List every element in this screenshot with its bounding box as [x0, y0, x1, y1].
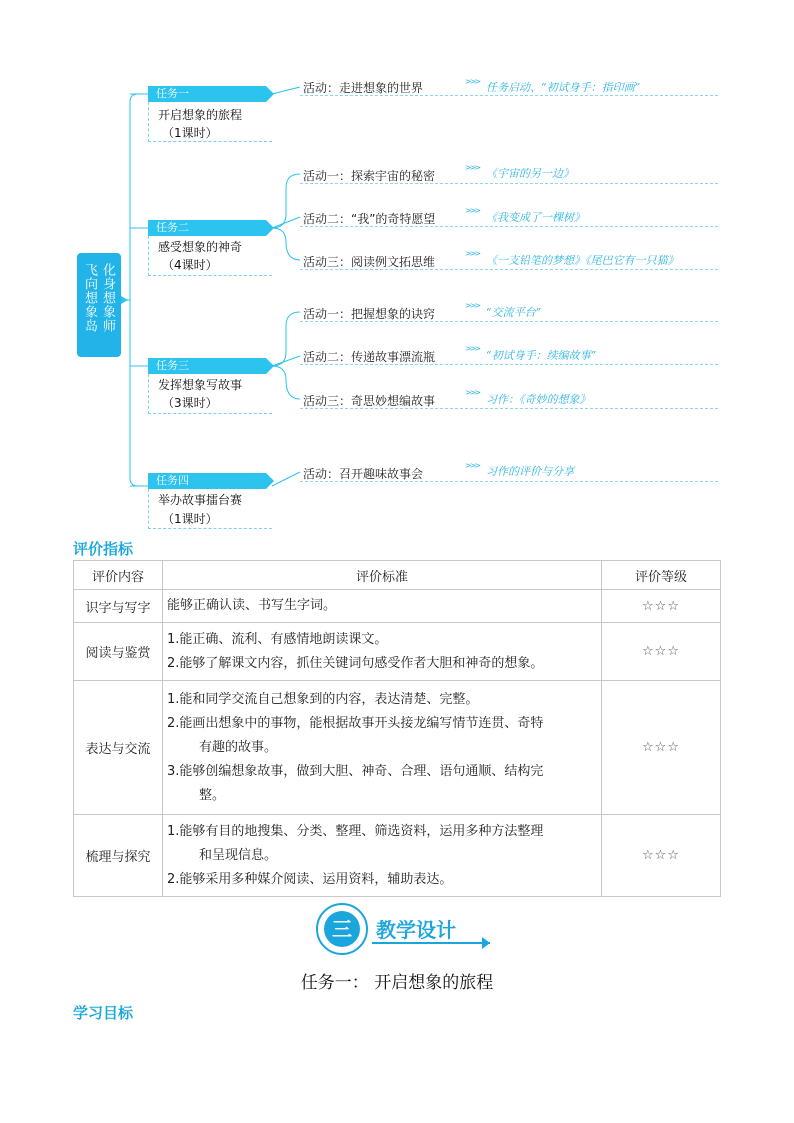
dash-line [300, 408, 718, 409]
table-row [74, 681, 721, 815]
banner-underline [372, 942, 490, 944]
result-2-3: 《一支铅笔的梦想》《尾巴它有一只猫》 [486, 254, 679, 267]
row-content: 识字与写字 [74, 590, 163, 623]
chevron-icon: >>> [465, 163, 480, 172]
row-criteria [163, 590, 602, 623]
result-2-1: 《宇宙的另一边》 [486, 167, 574, 180]
activity-3-2: 活动二：传递故事漂流瓶 [303, 350, 436, 364]
task-tag-1: 任务一 [148, 86, 266, 102]
task-hours-3: （3课时） [162, 396, 218, 410]
root-text-right: 化身想象师 [100, 263, 115, 333]
criteria-line: 有趣的故事。 [199, 739, 278, 755]
chevron-icon: >>> [465, 461, 480, 470]
task-title-2: 感受想象的神奇 [158, 240, 243, 254]
chevron-icon: >>> [465, 77, 480, 86]
activity-1-1: 活动：走进想象的世界 [303, 81, 424, 95]
table-row [74, 590, 721, 623]
result-3-3: 习作：《奇妙的想象》 [486, 393, 591, 406]
activity-4-1: 活动：召开趣味故事会 [303, 467, 424, 481]
dash-line [300, 183, 718, 184]
task-hours-1: （1课时） [162, 126, 218, 140]
subtask-title: 任务一： 开启想象的旅程 [300, 973, 494, 993]
chevron-icon: >>> [465, 388, 480, 397]
task-title-3: 发挥想象写故事 [158, 378, 243, 392]
criteria-line: 2.能够了解课文内容，抓住关键词句感受作者大胆和神奇的想象。 [167, 655, 544, 671]
dash-line [300, 226, 718, 227]
section-number: 三 [324, 911, 360, 947]
task-hours-4: （1课时） [162, 512, 218, 526]
mind-map [0, 0, 794, 540]
row-grade: ☆☆☆ [602, 681, 721, 815]
section-banner [312, 900, 492, 960]
learning-goals-heading: 学习目标 [73, 1004, 134, 1022]
evaluation-heading: 评价指标 [73, 540, 134, 558]
arrow-right-icon [482, 937, 490, 949]
dash-line [300, 364, 718, 365]
section-number-badge [316, 903, 368, 955]
criteria-line: 能够正确认读、书写生字词。 [167, 598, 337, 613]
dash-line [300, 269, 718, 270]
table-header-row [74, 561, 721, 590]
row-grade: ☆☆☆ [602, 590, 721, 623]
header-grade: 评价等级 [602, 561, 721, 590]
result-1-1: 任务启动、“初试身手：指印画” [486, 81, 641, 94]
activity-2-1: 活动一：探索宇宙的秘密 [303, 169, 436, 183]
task-tag-3: 任务三 [148, 358, 266, 374]
task-hours-2: （4课时） [162, 258, 218, 272]
activity-3-1: 活动一：把握想象的诀窍 [303, 307, 436, 321]
chevron-icon: >>> [465, 206, 480, 215]
dash-line [300, 321, 718, 322]
result-3-2: “初试身手：续编故事” [486, 349, 597, 362]
task-title-1: 开启想象的旅程 [158, 108, 243, 122]
activity-2-3: 活动三：阅读例文拓思维 [303, 255, 436, 269]
criteria-line: 1.能正确、流利、有感情地朗读课文。 [167, 631, 388, 647]
criteria-line: 2.能够采用多种媒介阅读、运用资料，辅助表达。 [167, 871, 453, 887]
chevron-icon: >>> [465, 249, 480, 258]
activity-2-2: 活动二：“我”的奇特愿望 [303, 212, 436, 226]
header-content: 评价内容 [74, 561, 163, 590]
dash-line [300, 481, 718, 482]
task-tag-4: 任务四 [148, 473, 266, 489]
task-tag-2: 任务二 [148, 220, 266, 236]
row-grade: ☆☆☆ [602, 815, 721, 897]
criteria-line: 3.能够创编想象故事，做到大胆、神奇、合理、语句通顺、结构完 [167, 763, 544, 779]
root-text-left: 飞向想象岛 [82, 263, 97, 333]
activity-3-3: 活动三：奇思妙想编故事 [303, 394, 436, 408]
row-criteria [163, 623, 602, 681]
criteria-line: 整。 [199, 787, 226, 803]
evaluation-table [73, 560, 721, 897]
mind-map-root [77, 253, 121, 357]
row-content: 阅读与鉴赏 [74, 623, 163, 681]
chevron-icon: >>> [465, 344, 480, 353]
result-4-1: 习作的评价与分享 [486, 465, 574, 478]
table-row [74, 623, 721, 681]
row-content: 表达与交流 [74, 681, 163, 815]
row-criteria [163, 815, 602, 897]
criteria-line: 1.能和同学交流自己想象到的内容，表达清楚、完整。 [167, 691, 479, 707]
row-grade: ☆☆☆ [602, 623, 721, 681]
criteria-line: 2.能画出想象中的事物，能根据故事开头接龙编写情节连贯、奇特 [167, 715, 544, 731]
criteria-line: 和呈现信息。 [199, 847, 278, 863]
row-content: 梳理与探究 [74, 815, 163, 897]
table-row [74, 815, 721, 897]
chevron-icon: >>> [465, 301, 480, 310]
section-title: 教学设计 [376, 918, 456, 942]
criteria-line: 1.能够有目的地搜集、分类、整理、筛选资料，运用多种方法整理 [167, 823, 544, 839]
dash-line [300, 95, 718, 96]
task-title-4: 举办故事擂台赛 [158, 493, 243, 507]
header-criteria: 评价标准 [163, 561, 602, 590]
row-criteria [163, 681, 602, 815]
result-3-1: “交流平台” [486, 306, 542, 319]
result-2-2: 《我变成了一棵树》 [486, 211, 585, 224]
